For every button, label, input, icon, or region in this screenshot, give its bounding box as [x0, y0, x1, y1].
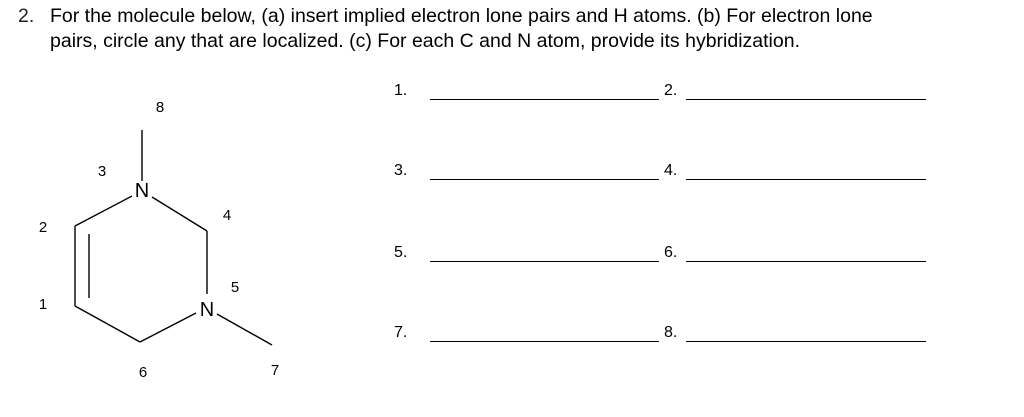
position-number-5: 5	[230, 279, 240, 296]
answer-label-4: 4.	[664, 162, 678, 179]
answer-label-3: 3.	[394, 162, 408, 179]
atom-n-bottom: N	[199, 299, 215, 321]
position-number-4: 4	[222, 207, 232, 224]
position-number-1: 1	[38, 296, 48, 313]
answer-line-5[interactable]	[430, 261, 659, 262]
answer-line-6[interactable]	[686, 261, 926, 262]
answer-label-2: 2.	[664, 82, 678, 99]
answer-line-2[interactable]	[686, 99, 926, 100]
position-number-7: 7	[270, 362, 280, 379]
atom-n-top: N	[134, 180, 150, 202]
answer-label-5: 5.	[394, 244, 408, 261]
answer-label-1: 1.	[394, 82, 408, 99]
answer-line-8[interactable]	[686, 341, 926, 342]
answer-label-7: 7.	[394, 324, 408, 341]
question-text	[18, 4, 1018, 54]
answer-line-4[interactable]	[686, 179, 926, 180]
bond-n3-c4	[152, 197, 207, 231]
bond-c1-c6	[75, 306, 140, 342]
bond-c6-n5	[140, 313, 196, 342]
question-line-1	[18, 4, 1018, 29]
answer-label-6: 6.	[664, 244, 678, 261]
molecule-structure	[0, 70, 320, 400]
position-number-3: 3	[97, 163, 107, 180]
answer-line-1[interactable]	[430, 99, 659, 100]
position-number-6: 6	[138, 364, 148, 381]
bond-n3-c2	[75, 196, 132, 226]
position-number-8: 8	[155, 99, 165, 116]
question-number: 2.	[18, 5, 35, 27]
question-line-2: pairs, circle any that are localized. (c) For each C and N atom, provide its hybridization.	[50, 30, 800, 52]
position-number-2: 2	[38, 219, 48, 236]
question-line-1-text: For the molecule below, (a) insert implied electron lone pairs and H atoms. (b) For electron lone	[50, 5, 873, 27]
answer-line-7[interactable]	[430, 341, 659, 342]
answer-line-3[interactable]	[430, 179, 659, 180]
bond-n5-c7	[217, 314, 272, 345]
answer-label-8: 8.	[664, 324, 678, 341]
